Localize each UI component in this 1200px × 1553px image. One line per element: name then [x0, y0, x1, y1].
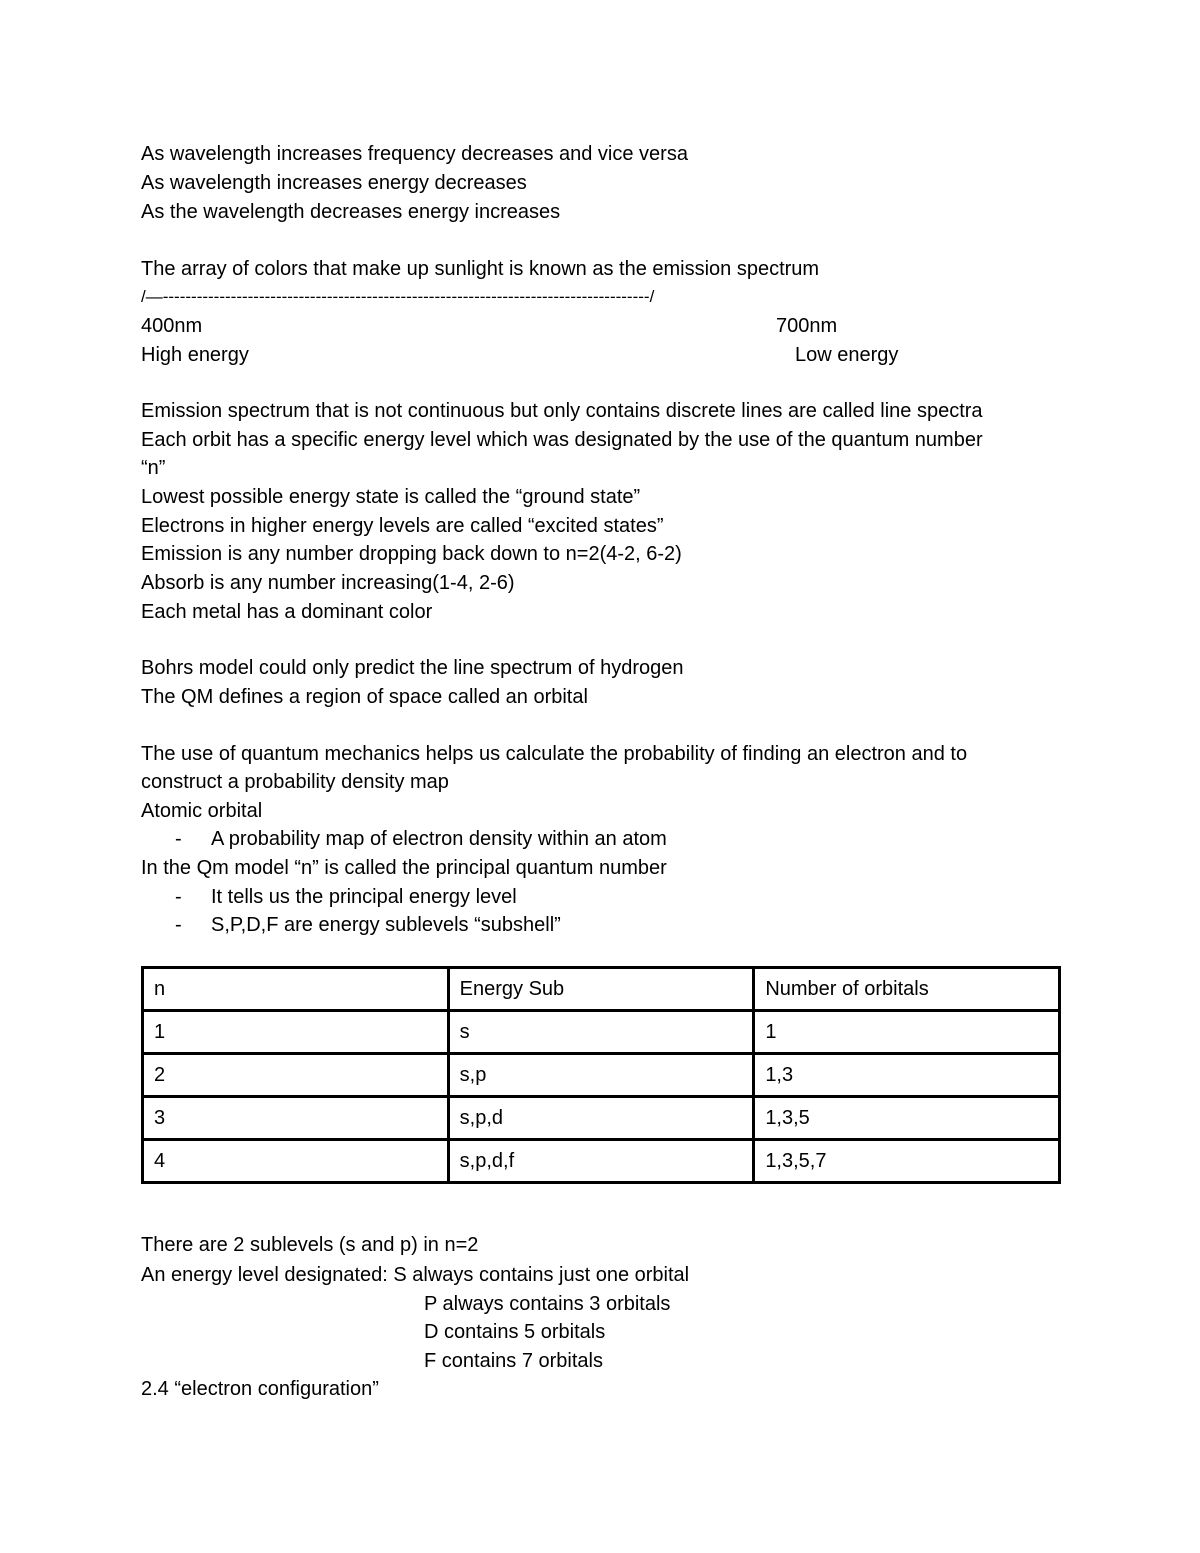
- table-cell: s,p: [448, 1054, 754, 1097]
- table-cell: 1,3: [754, 1054, 1060, 1097]
- text-line: Absorb is any number increasing(1-4, 2-6): [141, 572, 515, 594]
- text-line: Emission spectrum that is not continuous but only contains discrete lines are called line spectra: [141, 400, 983, 422]
- low-energy-label: Low energy: [795, 344, 899, 366]
- text-line: D contains 5 orbitals: [424, 1321, 606, 1343]
- text-line: Electrons in higher energy levels are called “excited states”: [141, 515, 664, 537]
- table-cell: 1,3,5: [754, 1097, 1060, 1140]
- spectrum-line: /—--------------------------------------------------------------------------------------/: [141, 287, 655, 306]
- orbital-table: [141, 966, 1061, 1184]
- table-header-cell: Energy Sub: [448, 968, 754, 1011]
- text-line: Each orbit has a specific energy level which was designated by the use of the quantum number: [141, 429, 983, 451]
- text-line: Bohrs model could only predict the line spectrum of hydrogen: [141, 657, 684, 679]
- text-line: 2.4 “electron configuration”: [141, 1378, 379, 1400]
- table-cell: 1: [754, 1011, 1060, 1054]
- text-line: An energy level designated: S always contains just one orbital: [141, 1264, 690, 1286]
- text-line: Each metal has a dominant color: [141, 601, 433, 623]
- text-line: “n”: [141, 457, 166, 479]
- text-line: Emission is any number dropping back down to n=2(4-2, 6-2): [141, 543, 682, 565]
- text-line: In the Qm model “n” is called the principal quantum number: [141, 857, 667, 879]
- text-line: The array of colors that make up sunlight is known as the emission spectrum: [141, 258, 820, 280]
- text-line: The QM defines a region of space called an orbital: [141, 686, 588, 708]
- table-header-cell: Number of orbitals: [754, 968, 1060, 1011]
- text-line: As wavelength increases frequency decreases and vice versa: [141, 143, 688, 165]
- table-row: [143, 1097, 1060, 1140]
- table-cell: 3: [143, 1097, 449, 1140]
- text-line: Atomic orbital: [141, 800, 263, 822]
- text-line: Lowest possible energy state is called the “ground state”: [141, 486, 641, 508]
- table-cell: 1: [143, 1011, 449, 1054]
- table-cell: s,p,d,f: [448, 1140, 754, 1183]
- bullet-dash: -: [175, 828, 182, 850]
- text-line: As the wavelength decreases energy increases: [141, 201, 561, 223]
- table-cell: s: [448, 1011, 754, 1054]
- spectrum-700nm-label: 700nm: [776, 315, 838, 337]
- table-header-cell: n: [143, 968, 449, 1011]
- table-cell: 1,3,5,7: [754, 1140, 1060, 1183]
- bullet-item: It tells us the principal energy level: [211, 886, 517, 908]
- table-cell: s,p,d: [448, 1097, 754, 1140]
- table-row: [143, 1011, 1060, 1054]
- text-line: F contains 7 orbitals: [424, 1350, 603, 1372]
- bullet-dash: -: [175, 886, 182, 908]
- spectrum-400nm-label: 400nm: [141, 315, 203, 337]
- table-row: [143, 1140, 1060, 1183]
- bullet-item: S,P,D,F are energy sublevels “subshell”: [211, 914, 561, 936]
- bullet-dash: -: [175, 914, 182, 936]
- text-line: As wavelength increases energy decreases: [141, 172, 527, 194]
- text-line: The use of quantum mechanics helps us calculate the probability of finding an electron and to: [141, 743, 968, 765]
- high-energy-label: High energy: [141, 344, 249, 366]
- table-cell: 2: [143, 1054, 449, 1097]
- table-row: [143, 1054, 1060, 1097]
- text-line: construct a probability density map: [141, 771, 449, 793]
- table-cell: 4: [143, 1140, 449, 1183]
- table-header-row: [143, 968, 1060, 1011]
- bullet-item: A probability map of electron density within an atom: [211, 828, 667, 850]
- text-line: P always contains 3 orbitals: [424, 1293, 671, 1315]
- text-line: There are 2 sublevels (s and p) in n=2: [141, 1234, 479, 1256]
